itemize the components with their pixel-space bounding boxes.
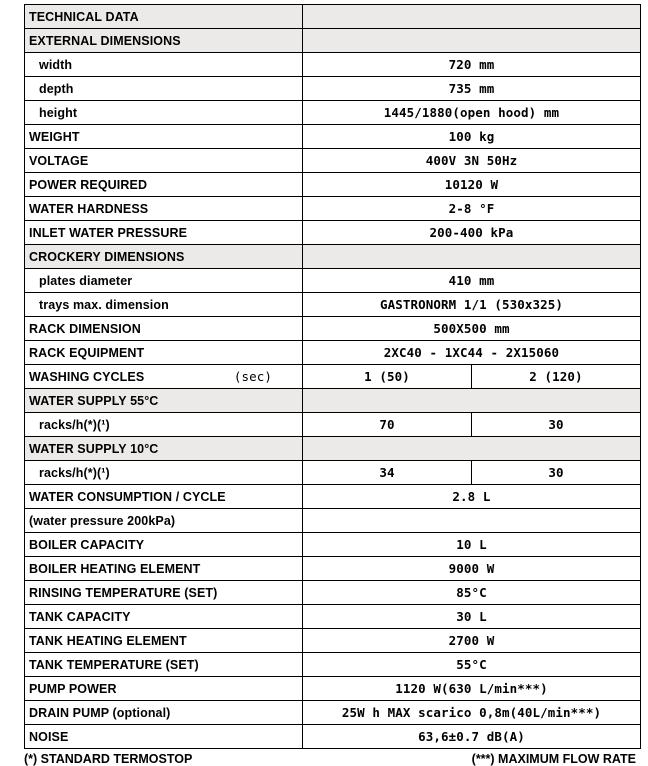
table-row (25, 173, 641, 197)
washing-cycles-unit: (sec) (233, 369, 272, 384)
row-label: PUMP POWER (25, 677, 303, 701)
row-label: TANK TEMPERATURE (SET) (25, 653, 303, 677)
row-value: 500X500 mm (303, 317, 641, 341)
table-row (25, 413, 641, 437)
row-value: 400V 3N 50Hz (303, 149, 641, 173)
row-value (303, 413, 641, 437)
table-row (25, 485, 641, 509)
row-value: 25W h MAX scarico 0,8m(40L/min***) (303, 701, 641, 725)
row-value: 30 L (303, 605, 641, 629)
row-value: GASTRONORM 1/1 (530x325) (303, 293, 641, 317)
row-label: TANK HEATING ELEMENT (25, 629, 303, 653)
table-row (25, 293, 641, 317)
row-value: 2.8 L (303, 485, 641, 509)
row-label: WATER SUPPLY 10°C (25, 437, 303, 461)
footnote-flow-rate: (***) MAXIMUM FLOW RATE (471, 752, 636, 766)
table-row (25, 677, 641, 701)
row-value: 1445/1880(open hood) mm (303, 101, 641, 125)
row-label: RACK EQUIPMENT (25, 341, 303, 365)
row-label: height (25, 101, 303, 125)
row-label: racks/h(*)(¹) (25, 413, 303, 437)
table-row (25, 29, 641, 53)
table-row (25, 53, 641, 77)
row-label: VOLTAGE (25, 149, 303, 173)
row-value: 2700 W (303, 629, 641, 653)
row-label: WATER HARDNESS (25, 197, 303, 221)
table-row (25, 509, 641, 533)
table-row (25, 605, 641, 629)
table-row-washing-cycles (25, 365, 641, 389)
table-row (25, 557, 641, 581)
cycle-2-value: 2 (120) (529, 369, 583, 384)
row-value (303, 365, 641, 389)
row-label: width (25, 53, 303, 77)
table-row (25, 149, 641, 173)
row-value: 410 mm (303, 269, 641, 293)
row-label: BOILER CAPACITY (25, 533, 303, 557)
table-body (25, 5, 641, 749)
table-row (25, 77, 641, 101)
cycle-1-value: 1 (50) (303, 365, 472, 388)
racks-per-hour-cycle-2: 30 (548, 417, 564, 432)
row-value: 9000 W (303, 557, 641, 581)
table-row (25, 125, 641, 149)
table-row (25, 725, 641, 749)
row-value (303, 509, 641, 533)
table-row (25, 269, 641, 293)
row-label: plates diameter (25, 269, 303, 293)
row-value (303, 5, 641, 29)
table-row (25, 533, 641, 557)
table-row (25, 101, 641, 125)
row-value: 63,6±0.7 dB(A) (303, 725, 641, 749)
row-value (303, 461, 641, 485)
row-label: depth (25, 77, 303, 101)
row-label: WATER SUPPLY 55°C (25, 389, 303, 413)
row-label: racks/h(*)(¹) (25, 461, 303, 485)
racks-per-hour-cycle-1: 34 (303, 461, 472, 484)
table-row (25, 581, 641, 605)
table-row-title (25, 5, 641, 29)
row-value (303, 437, 641, 461)
row-label: INLET WATER PRESSURE (25, 221, 303, 245)
footnotes (24, 752, 640, 766)
racks-per-hour-cycle-1: 70 (303, 413, 472, 436)
row-label: POWER REQUIRED (25, 173, 303, 197)
table-row (25, 317, 641, 341)
table-row (25, 629, 641, 653)
row-value: 735 mm (303, 77, 641, 101)
row-value: 200-400 kPa (303, 221, 641, 245)
row-label: (water pressure 200kPa) (25, 509, 303, 533)
row-label: NOISE (25, 725, 303, 749)
row-label: CROCKERY DIMENSIONS (25, 245, 303, 269)
table-row (25, 653, 641, 677)
row-value (303, 245, 641, 269)
row-label: WATER CONSUMPTION / CYCLE (25, 485, 303, 509)
table-row (25, 197, 641, 221)
row-value (303, 389, 641, 413)
table-row (25, 341, 641, 365)
row-label: WEIGHT (25, 125, 303, 149)
table-row (25, 461, 641, 485)
row-value: 1120 W(630 L/min***) (303, 677, 641, 701)
row-label: DRAIN PUMP (optional) (25, 701, 303, 725)
row-label: EXTERNAL DIMENSIONS (25, 29, 303, 53)
row-value: 55°C (303, 653, 641, 677)
row-value: 720 mm (303, 53, 641, 77)
footnote-termostop: (*) STANDARD TERMOSTOP (24, 752, 193, 766)
row-value: 2XC40 - 1XC44 - 2X15060 (303, 341, 641, 365)
racks-per-hour-cycle-2: 30 (548, 465, 564, 480)
row-value: 10 L (303, 533, 641, 557)
row-label: TANK CAPACITY (25, 605, 303, 629)
row-label: RACK DIMENSION (25, 317, 303, 341)
row-value: 85°C (303, 581, 641, 605)
table-row (25, 245, 641, 269)
row-value: 2-8 °F (303, 197, 641, 221)
table-row (25, 221, 641, 245)
row-label: TECHNICAL DATA (25, 5, 303, 29)
row-label: BOILER HEATING ELEMENT (25, 557, 303, 581)
row-label: RINSING TEMPERATURE (SET) (25, 581, 303, 605)
table-row (25, 389, 641, 413)
row-value: 100 kg (303, 125, 641, 149)
washing-cycles-label: WASHING CYCLES (29, 369, 145, 384)
row-value: 10120 W (303, 173, 641, 197)
row-label: trays max. dimension (25, 293, 303, 317)
row-label (25, 365, 303, 389)
row-value (303, 29, 641, 53)
table-row (25, 437, 641, 461)
technical-data-table (24, 4, 641, 749)
